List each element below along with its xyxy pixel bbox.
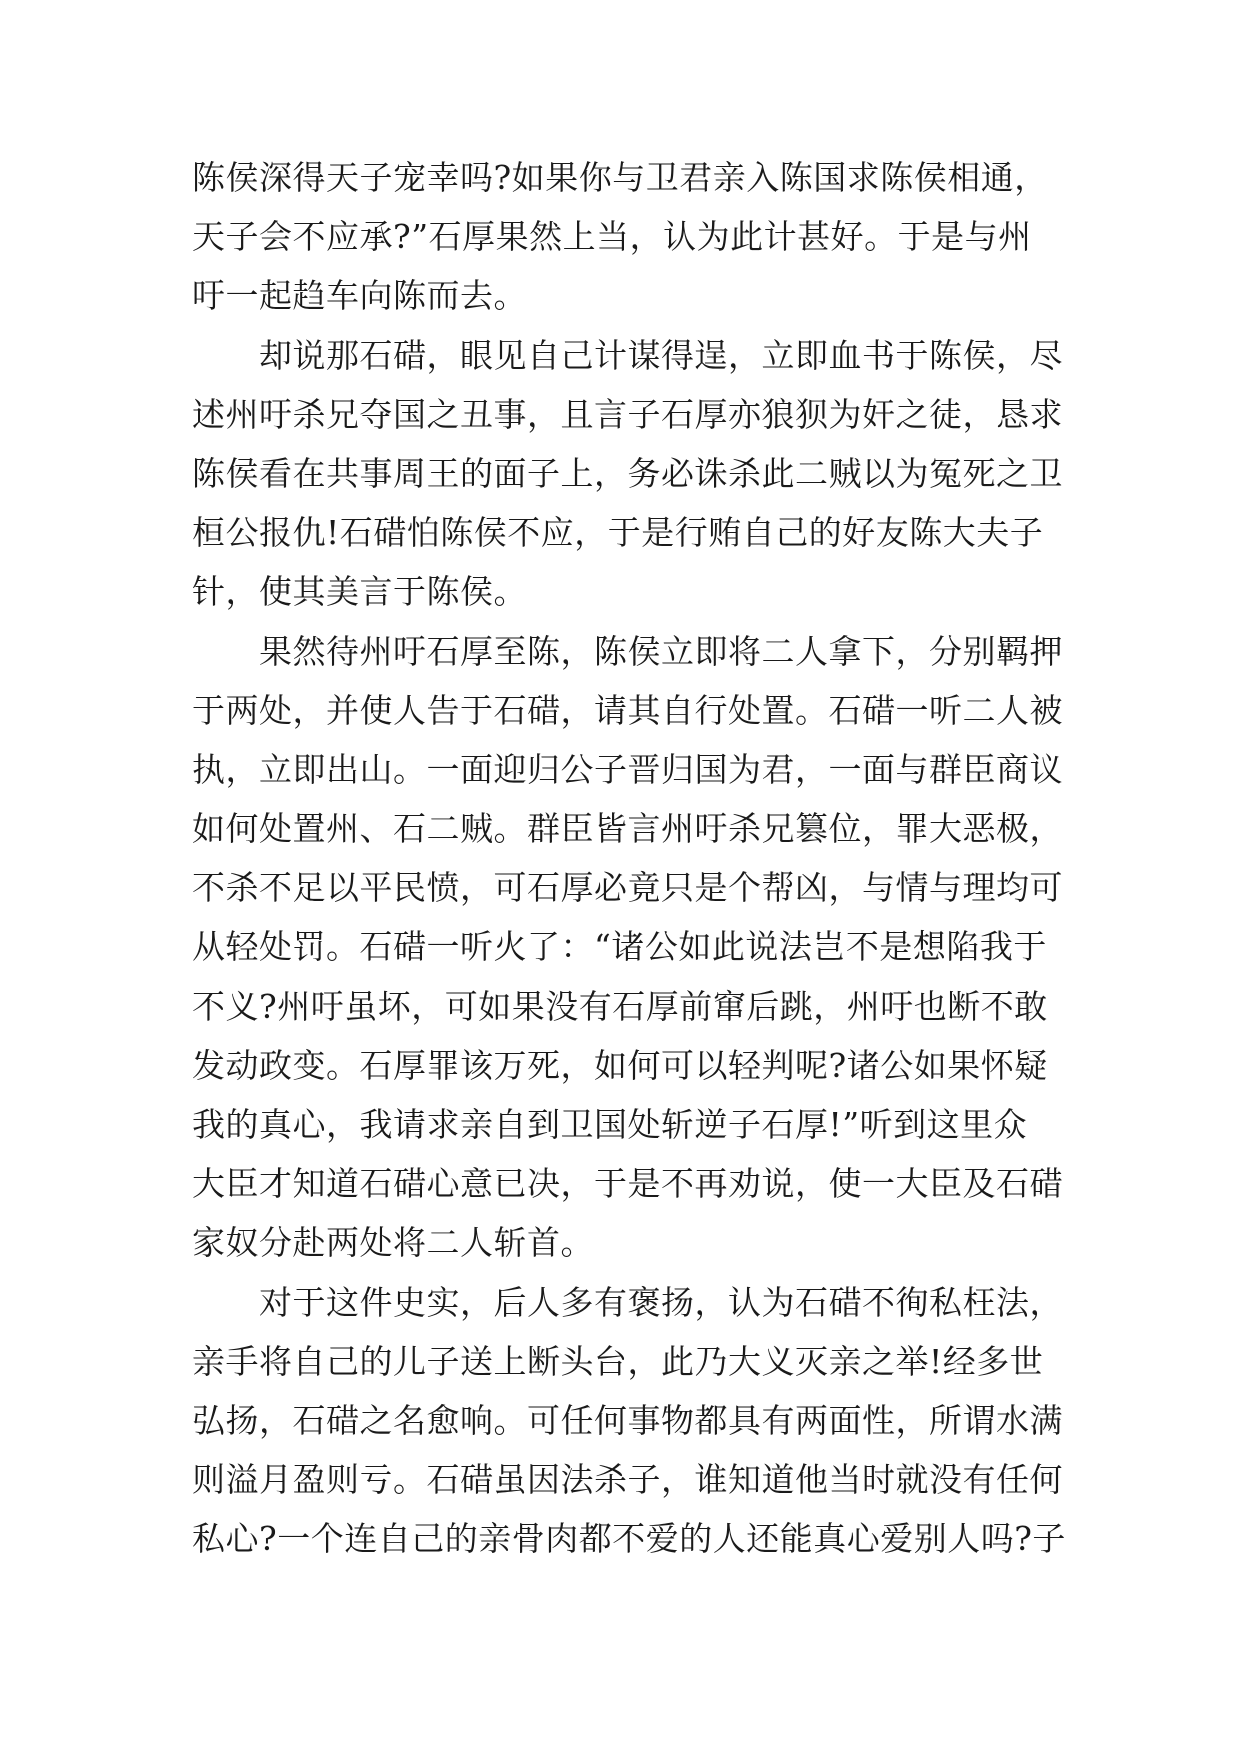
text-line: 却说那石碏，眼见自己计谋得逞，立即血书于陈侯，尽 <box>192 335 1063 375</box>
text-line: 大臣才知道石碏心意已决，于是不再劝说，使一大臣及石碏 <box>192 1164 1063 1204</box>
text-line: 弘扬，石碏之名愈响。可任何事物都具有两面性，所谓水满 <box>192 1400 1063 1440</box>
text-line: 不义?州吁虽坏，可如果没有石厚前窜后跳，州吁也断不敢 <box>192 986 1048 1026</box>
text-line: 私心?一个连自己的亲骨肉都不爱的人还能真心爱别人吗?子 <box>192 1519 1066 1559</box>
text-line: 从轻处罚。石碏一听火了：“诸公如此说法岂不是想陷我于 <box>192 927 1047 967</box>
text-line: 则溢月盈则亏。石碏虽因法杀子，谁知道他当时就没有任何 <box>192 1460 1063 1500</box>
text-line: 于两处，并使人告于石碏，请其自行处置。石碏一听二人被 <box>192 690 1063 730</box>
text-line: 针，使其美言于陈侯。 <box>192 572 527 612</box>
text-line: 陈侯深得天子宠幸吗?如果你与卫君亲入陈国求陈侯相通， <box>192 158 1048 197</box>
text-line: 对于这件史实，后人多有褒扬，认为石碏不徇私枉法， <box>192 1282 1063 1322</box>
text-line: 发动政变。石厚罪该万死，如何可以轻判呢?诸公如果怀疑 <box>192 1045 1048 1085</box>
body-text <box>192 148 1066 1569</box>
text-line: 我的真心，我请求亲自到卫国处斩逆子石厚!”听到这里众 <box>192 1105 1028 1144</box>
text-line: 果然待州吁石厚至陈，陈侯立即将二人拿下，分别羁押 <box>192 631 1063 671</box>
text-line: 执，立即出山。一面迎归公子晋归国为君，一面与群臣商议 <box>192 749 1063 789</box>
text-line: 桓公报仇!石碏怕陈侯不应，于是行贿自己的好友陈大夫子 <box>192 513 1044 553</box>
text-line: 陈侯看在共事周王的面子上，务必诛杀此二贼以为冤死之卫 <box>192 453 1063 493</box>
text-line: 如何处置州、石二贼。群臣皆言州吁杀兄篡位，罪大恶极， <box>192 809 1063 849</box>
text-line: 吁一起趋车向陈而去。 <box>192 276 527 316</box>
text-line: 不杀不足以平民愤，可石厚必竟只是个帮凶，与情与理均可 <box>192 868 1063 908</box>
text-line: 亲手将自己的儿子送上断头台，此乃大义灭亲之举!经多世 <box>192 1341 1044 1381</box>
text-line: 天子会不应承?”石厚果然上当，认为此计甚好。于是与州 <box>192 217 1032 257</box>
text-line: 家奴分赴两处将二人斩首。 <box>192 1223 594 1263</box>
text-line: 述州吁杀兄夺国之丑事，且言子石厚亦狼狈为奸之徒，恳求 <box>192 394 1063 434</box>
